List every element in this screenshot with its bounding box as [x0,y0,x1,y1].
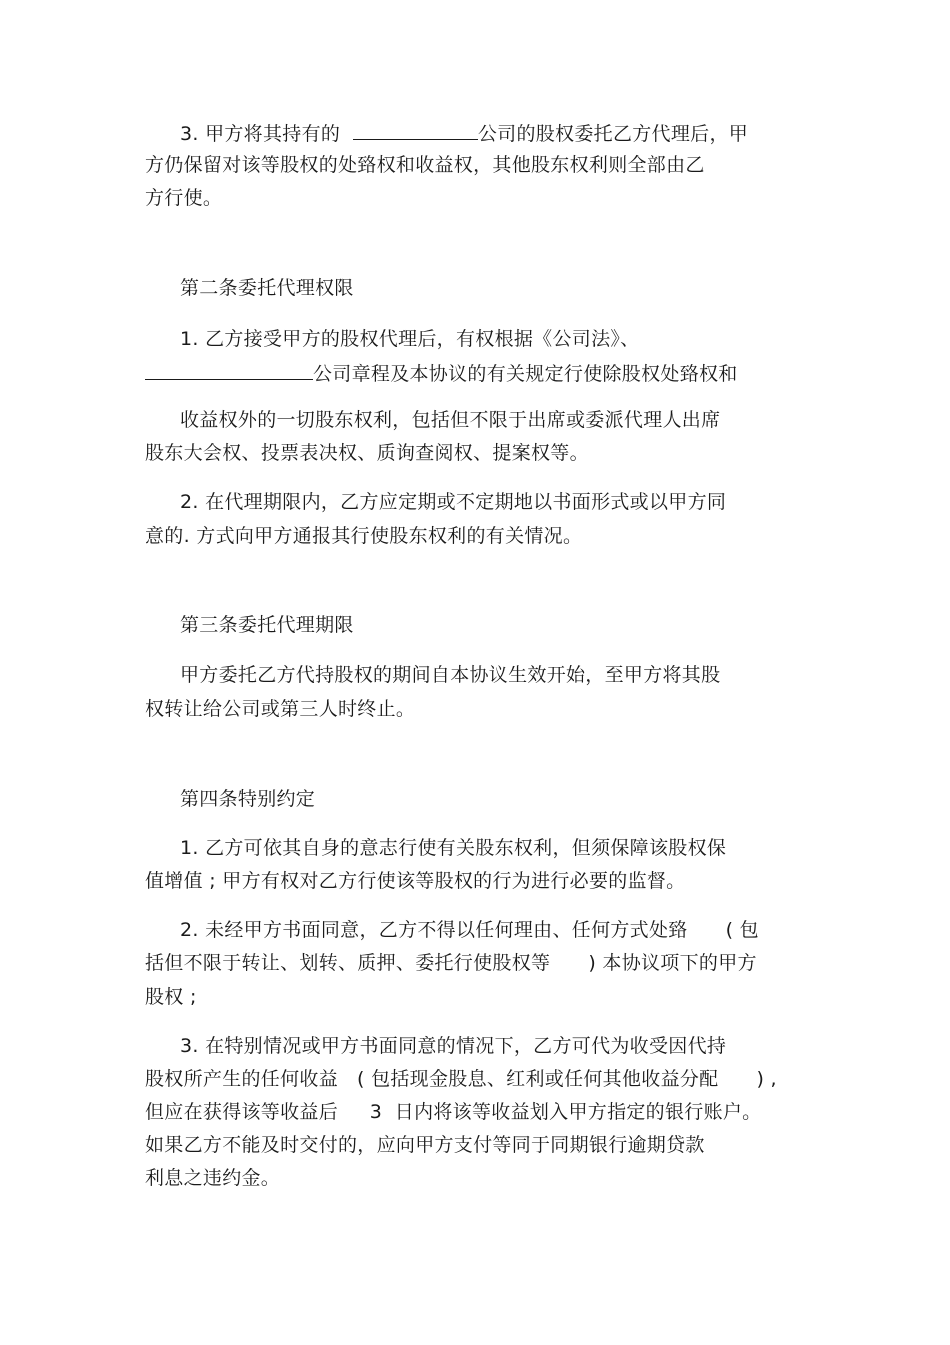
article-4-item-3-line-1: 3. 在特别情况或甲方书面同意的情况下，乙方可代为收受因代持 [180,1035,727,1057]
section-1-line-1-suffix: 公司的股权委托乙方代理后，甲 [477,123,749,145]
article-4-item-2-line-1: 2. 未经甲方书面同意，乙方不得以任何理由、任何方式处臵 ( 包 [180,919,759,941]
article-2-item-1-line-4: 股东大会权、投票表决权、质询查阅权、提案权等。 [145,442,589,464]
article-2-item-1-line-1: 1. 乙方接受甲方的股权代理后，有权根据《公司法》、 [180,328,640,350]
article-3-line-2: 权转让给公司或第三人时终止。 [145,698,416,720]
company-charter-blank [145,360,313,380]
article-4-item-1-line-1: 1. 乙方可依其自身的意志行使有关股东权利，但须保障该股权保 [180,837,727,859]
article-4-item-3-line-5: 利息之违约金。 [145,1167,281,1189]
article-3-line-1: 甲方委托乙方代持股权的期间自本协议生效开始，至甲方将其股 [180,664,721,686]
article-2-item-1-line-2-suffix: 公司章程及本协议的有关规定行使除股权处臵权和 [313,363,738,385]
article-4-item-2-line-2: 括但不限于转让、划转、质押、委托行使股权等 ) 本协议项下的甲方 [145,952,757,974]
article-4-item-3-line-4: 如果乙方不能及时交付的，应向甲方支付等同于同期银行逾期贷款 [145,1134,705,1156]
article-4-item-3-line-3: 但应在获得该等收益后 3 日内将该等收益划入甲方指定的银行账户。 [145,1101,762,1123]
company-name-blank [353,120,478,140]
article-2-item-2-line-2: 意的. 方式向甲方通报其行使股东权利的有关情况。 [145,525,583,547]
article-3-heading: 第三条委托代理期限 [180,614,354,636]
article-4-item-1-line-2: 值增值 ; 甲方有权对乙方行使该等股权的行为进行必要的监督。 [145,870,686,892]
article-2-item-1-line-2 [145,360,738,386]
article-4-item-3-line-2: 股权所产生的任何收益 ( 包括现金股息、红利或任何其他收益分配 ) , [145,1068,777,1090]
article-2-item-2-line-1: 2. 在代理期限内，乙方应定期或不定期地以书面形式或以甲方同 [180,491,727,513]
article-2-heading: 第二条委托代理权限 [180,277,354,299]
section-1-line-3: 方行使。 [145,187,223,209]
article-4-heading: 第四条特别约定 [180,788,316,810]
article-4-item-2-line-3: 股权 ; [145,986,197,1008]
section-1-line-1 [180,120,748,146]
section-1-line-1-prefix: 3. 甲方将其持有的 [180,123,353,145]
article-2-item-1-line-3: 收益权外的一切股东权利，包括但不限于出席或委派代理人出席 [180,409,721,431]
section-1-line-2: 方仍保留对该等股权的处臵权和收益权，其他股东权利则全部由乙 [145,154,705,176]
